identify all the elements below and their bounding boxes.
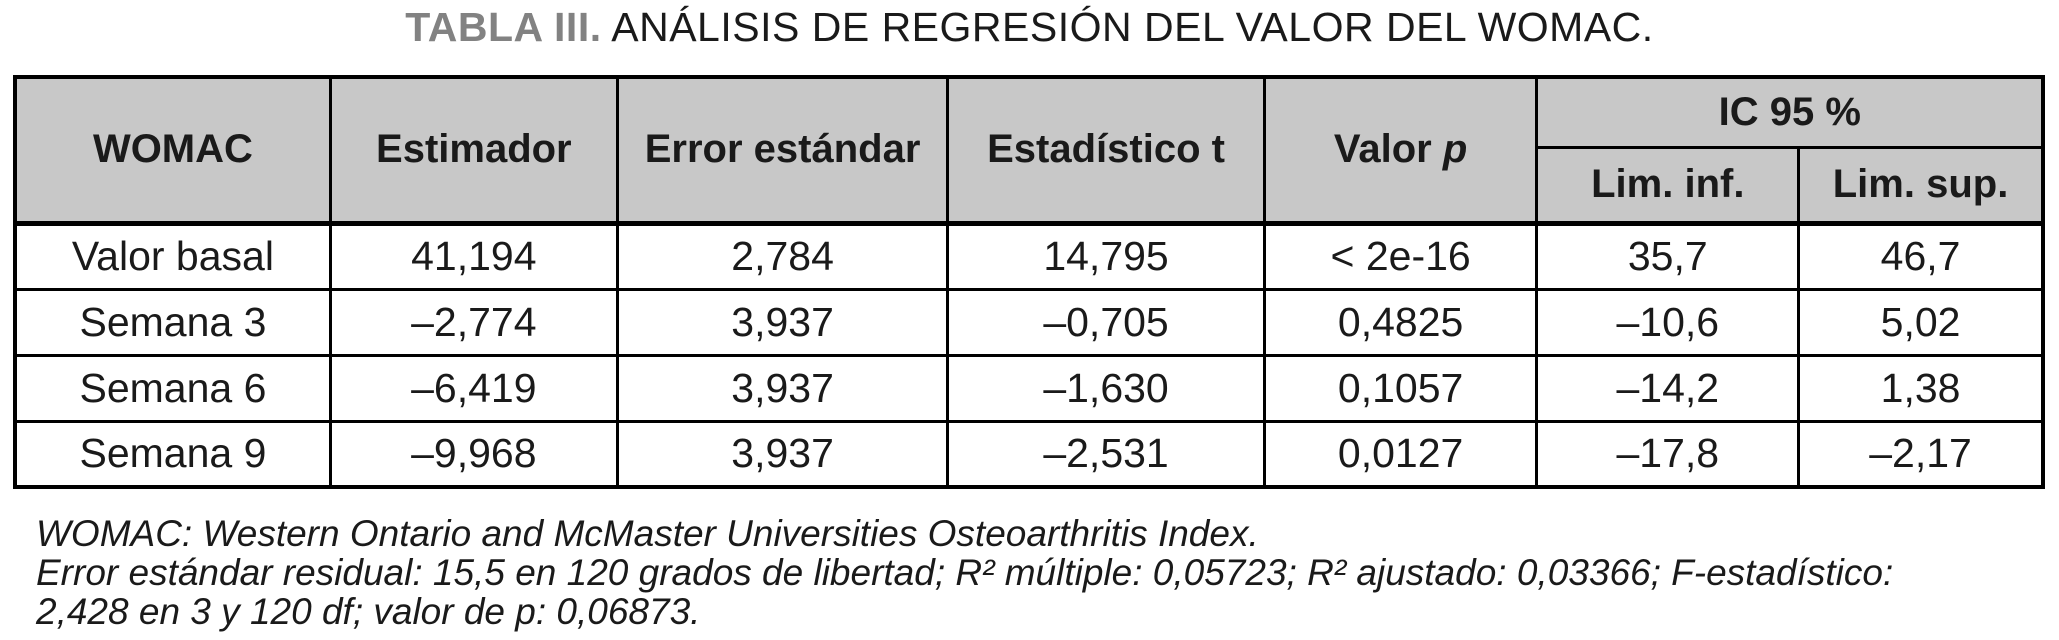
header-valor-p [1264, 77, 1537, 223]
footnote-line: 2,428 en 3 y 120 df; valor de p: 0,06873. [36, 591, 701, 632]
table-cell: Semana 3 [15, 289, 330, 355]
footnote-line: WOMAC: Western Ontario and McMaster Universities Osteoarthritis Index. [36, 513, 1259, 554]
table-cell: 0,4825 [1264, 289, 1537, 355]
table-cell: Semana 9 [15, 421, 330, 487]
table-cell: –9,968 [330, 421, 617, 487]
table-cell: –1,630 [948, 355, 1264, 421]
table-row [15, 421, 2043, 487]
table-body [15, 223, 2043, 487]
header-estimador: Estimador [330, 77, 617, 223]
header-ic95: IC 95 % [1537, 77, 2043, 147]
table-cell: 3,937 [617, 355, 948, 421]
table-row [15, 223, 2043, 289]
table-caption-text: ANÁLISIS DE REGRESIÓN DEL VALOR DEL WOMAC. [611, 4, 1654, 50]
table-cell: 2,784 [617, 223, 948, 289]
table-cell: –0,705 [948, 289, 1264, 355]
footnote-line: Error estándar residual: 15,5 en 120 grados de libertad; R² múltiple: 0,05723; R² ajustado: 0,03366; F-estadístico: [36, 552, 1894, 593]
table-cell: 1,38 [1799, 355, 2043, 421]
table-cell: –14,2 [1537, 355, 1799, 421]
table-caption [0, 4, 2059, 51]
header-valor-label: Valor [1333, 127, 1443, 172]
table-cell: Valor basal [15, 223, 330, 289]
table-cell: –17,8 [1537, 421, 1799, 487]
header-row-1 [15, 77, 2043, 147]
table-cell: 35,7 [1537, 223, 1799, 289]
table-cell: 5,02 [1799, 289, 2043, 355]
table-cell: 46,7 [1799, 223, 2043, 289]
regression-table [13, 75, 2045, 489]
table-cell: –2,531 [948, 421, 1264, 487]
table-cell: 0,0127 [1264, 421, 1537, 487]
table-footnotes [36, 514, 1893, 631]
header-womac: WOMAC [15, 77, 330, 223]
table-cell: Semana 6 [15, 355, 330, 421]
table-cell: –6,419 [330, 355, 617, 421]
header-error-estandar: Error estándar [617, 77, 948, 223]
table-row [15, 355, 2043, 421]
table-caption-number: TABLA III. [405, 4, 602, 50]
table-cell: –10,6 [1537, 289, 1799, 355]
table-cell: –2,17 [1799, 421, 2043, 487]
table-row [15, 289, 2043, 355]
header-estadistico-t: Estadístico t [948, 77, 1264, 223]
table-header [15, 77, 2043, 223]
table-cell: 41,194 [330, 223, 617, 289]
table-cell: 3,937 [617, 289, 948, 355]
table-cell: 14,795 [948, 223, 1264, 289]
table-cell: < 2e-16 [1264, 223, 1537, 289]
table-cell: –2,774 [330, 289, 617, 355]
header-lim-inf: Lim. inf. [1537, 147, 1799, 223]
table-cell: 0,1057 [1264, 355, 1537, 421]
header-lim-sup: Lim. sup. [1799, 147, 2043, 223]
table-cell: 3,937 [617, 421, 948, 487]
header-p-symbol: p [1442, 127, 1468, 172]
